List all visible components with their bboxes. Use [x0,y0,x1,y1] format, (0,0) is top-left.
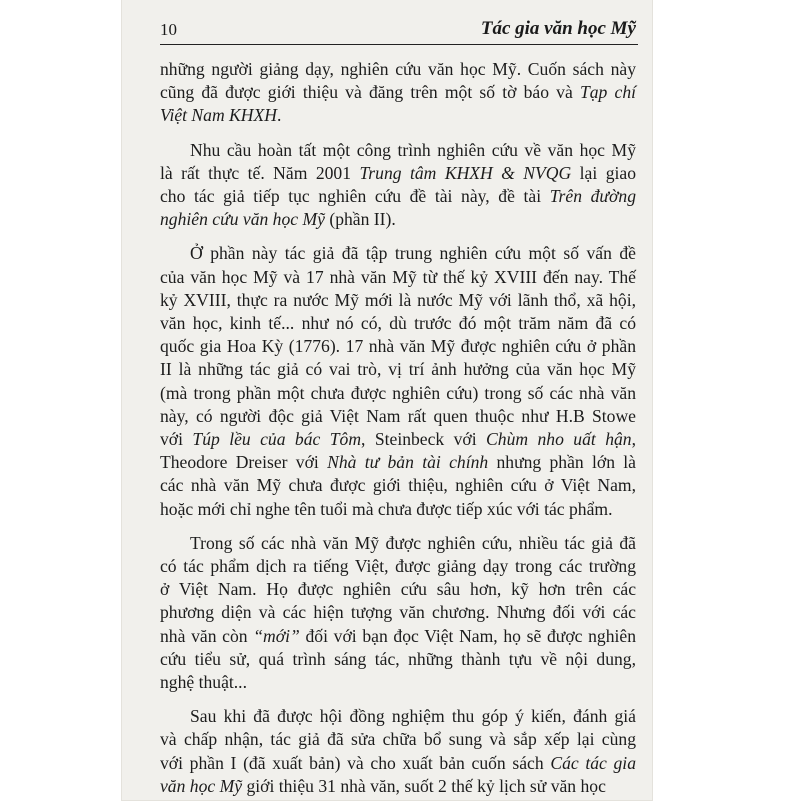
paragraph [160,242,636,520]
text-segment: Nhu cầu hoàn tất một công trình nghiên cứu về văn học Mỹ [190,139,636,160]
paragraph [160,139,636,232]
text-line [160,705,636,728]
text-line [160,451,636,474]
text-segment: văn học, kinh tế... như nó có, dù trước đó một trăm năm đã có [160,313,636,334]
text-line [160,335,636,358]
text-segment: (mà trong phần một chưa được nghiên cứu) trong số các nhà văn [160,382,636,403]
text-line [160,58,636,81]
text-segment: nhưng phần lớn là [488,452,636,473]
text-line [160,648,636,671]
text-line [160,775,636,798]
text-line [160,428,636,451]
italic-text: Nhà tư bản tài chính [327,452,489,473]
italic-text: Trên đường [549,186,636,207]
paragraph [160,532,636,694]
text-segment: và chấp nhận, tác giả đã sửa chữa bổ sung và sắp xếp lại cùng [160,729,636,750]
text-line [160,474,636,497]
text-line [160,382,636,405]
text-segment: của văn học Mỹ và 17 nhà văn Mỹ từ thế kỷ XVIII đến nay. Thế [160,266,636,287]
italic-text: Việt Nam KHXH [160,105,277,126]
italic-text: “mới” [253,625,300,646]
italic-text: Trung tâm KHXH & NVQG [359,162,572,183]
text-line [160,532,636,555]
text-line [160,498,636,521]
italic-text: văn học Mỹ [160,775,243,796]
italic-text: Chùm nho uất hận [486,429,632,450]
text-segment: nhà văn còn [160,625,254,646]
text-segment: nghệ thuật... [160,672,247,693]
text-line [160,728,636,751]
text-line [160,162,636,185]
text-line [160,625,636,648]
page-number: 10 [160,20,177,39]
italic-text: nghiên cứu văn học Mỹ [160,209,325,230]
text-segment: (phần II). [324,209,396,230]
text-segment: . [276,105,282,126]
text-segment: ở Việt Nam. Họ được nghiên cứu sâu hơn, kỹ hơn trên các [160,579,636,600]
text-line [160,601,636,624]
text-line [160,104,636,127]
text-segment: , Steinbeck với [361,429,487,450]
italic-text: Tạp chí [579,82,636,103]
text-line [160,578,636,601]
text-segment: Trong số các nhà văn Mỹ được nghiên cứu, nhiều tác giả đã [190,532,636,553]
text-line [160,185,636,208]
text-line [160,312,636,335]
text-segment: Sau khi đã được hội đồng nghiệm thu góp ý kiến, đánh giá [190,706,636,727]
text-line [160,555,636,578]
text-segment: là rất thực tế. Năm 2001 [160,162,360,183]
text-segment: phương diện và các hiện tượng văn chương. Nhưng đối với các [160,602,636,623]
page-header [160,14,638,45]
text-segment: , [631,429,636,450]
text-segment: Ở phần này tác giả đã tập trung nghiên cứu một số vấn đề [190,243,636,264]
text-segment: những người giảng dạy, nghiên cứu văn học Mỹ. Cuốn sách này [160,59,636,79]
text-line [160,671,636,694]
italic-text: Túp lều của bác Tôm [192,429,362,450]
text-segment: đối với bạn đọc Việt Nam, họ sẽ được nghiên [299,625,637,646]
text-segment: có tác phẩm dịch ra tiếng Việt, được giảng dạy trong các trường [160,556,636,577]
text-segment: cứu tiểu sử, quá trình sáng tác, những thành tựu về nội dung, [160,648,636,669]
paragraph [160,58,636,128]
text-segment: cho tác giả tiếp tục nghiên cứu đề tài này, đề tài [160,186,550,207]
text-line [160,242,636,265]
text-segment: với phần I (đã xuất bản) và cho xuất bản cuốn sách [160,752,551,773]
text-segment: các nhà văn Mỹ chưa được giới thiệu, nghiên cứu ở Việt Nam, [160,475,636,496]
text-segment: cũng đã được giới thiệu và đăng trên một số tờ báo và [160,82,580,103]
text-segment: Theodore Dreiser với [160,452,328,473]
text-line [160,289,636,312]
running-title: Tác gia văn học Mỹ [480,18,636,39]
text-line [160,405,636,428]
text-segment: giới thiệu 31 nhà văn, suốt 2 thế kỷ lịch sử văn học [242,775,606,796]
text-line [160,139,636,162]
text-segment: II là những tác giả có vai trò, vị trí ảnh hưởng của văn học Mỹ [160,359,636,380]
text-line [160,81,636,104]
text-line [160,266,636,289]
italic-text: Các tác gia [550,752,636,773]
text-segment: lại giao [571,162,636,183]
text-segment: kỷ XVIII, thực ra nước Mỹ mới là nước Mỹ với lãnh thổ, xã hội, [160,289,636,310]
text-segment: này, có người độc giả Việt Nam rất quen thuộc như H.B Stowe [160,405,636,426]
text-line [160,752,636,775]
text-segment: với [160,429,193,450]
paragraph [160,705,636,798]
text-line [160,358,636,381]
text-segment: quốc gia Hoa Kỳ (1776). 17 nhà văn Mỹ được nghiên cứu ở phần [160,336,636,357]
body-text [160,58,636,809]
book-page [122,0,652,800]
text-segment: hoặc mới chỉ nghe tên tuổi mà chưa được tiếp xúc với tác phẩm. [160,498,613,519]
text-line [160,208,636,231]
